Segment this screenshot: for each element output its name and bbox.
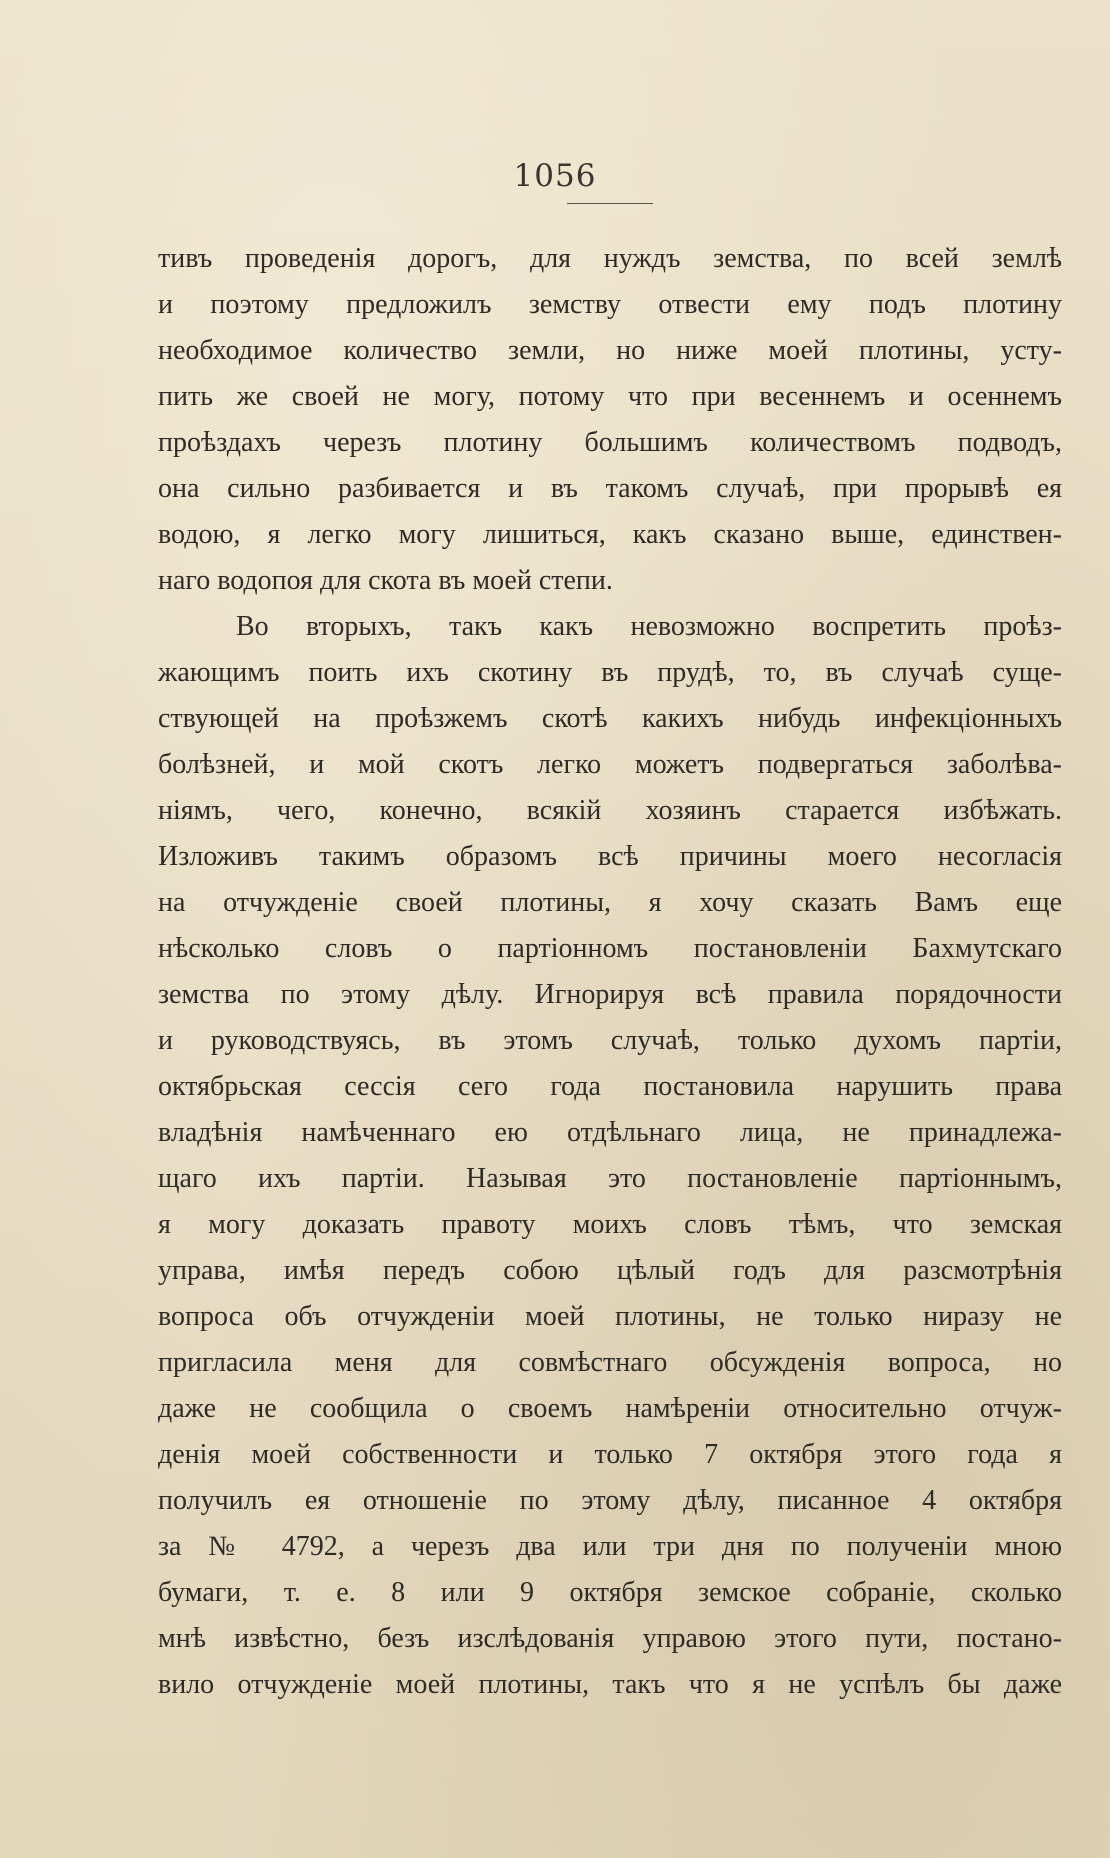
page-number-rule (567, 203, 653, 204)
text-line: необходимое количество земли, но ниже моей плотины, усту- (158, 335, 1062, 366)
text-line: Во вторыхъ, такъ какъ невозможно воспретить проѣз- (236, 611, 1062, 642)
text-line: ніямъ, чего, конечно, всякій хозяинъ старается избѣжать. (158, 795, 1062, 826)
text-line: октябрьская сессія сего года постановила нарушить права (158, 1071, 1062, 1102)
text-line: на отчужденіе своей плотины, я хочу сказать Вамъ еще (158, 887, 1062, 918)
text-line: владѣнія намѣченнаго ею отдѣльнаго лица, не принадлежа- (158, 1117, 1062, 1148)
page-number: 1056 (513, 158, 597, 194)
text-line: денія моей собственности и только 7 октября этого года я (158, 1439, 1062, 1470)
text-line: мнѣ извѣстно, безъ изслѣдованія управою этого пути, постано- (158, 1623, 1062, 1654)
text-line: пригласила меня для совмѣстнаго обсужденія вопроса, но (158, 1347, 1062, 1378)
text-line: пить же своей не могу, потому что при весеннемъ и осеннемъ (158, 381, 1062, 412)
text-line: вило отчужденіе моей плотины, такъ что я не успѣлъ бы даже (158, 1669, 1062, 1700)
text-line: она сильно разбивается и въ такомъ случаѣ, при прорывѣ ея (158, 473, 1062, 504)
text-line: вопроса объ отчужденіи моей плотины, не только ниразу не (158, 1301, 1062, 1332)
text-line: щаго ихъ партіи. Называя это постановленіе партіоннымъ, (158, 1163, 1062, 1194)
text-line: за № 4792, а черезъ два или три дня по полученіи мною (158, 1531, 1062, 1562)
text-line: наго водопоя для скота въ моей степи. (158, 565, 613, 596)
text-line: жающимъ поить ихъ скотину въ прудѣ, то, въ случаѣ суще- (158, 657, 1062, 688)
text-line: болѣзней, и мой скотъ легко можетъ подвергаться заболѣва- (158, 749, 1062, 780)
text-line: я могу доказать правоту моихъ словъ тѣмъ, что земская (158, 1209, 1062, 1240)
text-line: тивъ проведенія дорогъ, для нуждъ земства, по всей землѣ (158, 243, 1062, 274)
text-line: ствующей на проѣзжемъ скотѣ какихъ нибудь инфекціонныхъ (158, 703, 1062, 734)
text-line: Изложивъ такимъ образомъ всѣ причины моего несогласія (158, 841, 1062, 872)
text-line: водою, я легко могу лишиться, какъ сказано выше, единствен- (158, 519, 1062, 550)
text-line: получилъ ея отношеніе по этому дѣлу, писанное 4 октября (158, 1485, 1062, 1516)
text-line: и руководствуясь, въ этомъ случаѣ, только духомъ партіи, (158, 1025, 1062, 1056)
text-line: проѣздахъ черезъ плотину большимъ количествомъ подводъ, (158, 427, 1062, 458)
text-line: даже не сообщила о своемъ намѣреніи относительно отчуж- (158, 1393, 1062, 1424)
text-line: земства по этому дѣлу. Игнорируя всѣ правила порядочности (158, 979, 1062, 1010)
text-line: управа, имѣя передъ собою цѣлый годъ для разсмотрѣнія (158, 1255, 1062, 1286)
text-line: бумаги, т. е. 8 или 9 октября земское собраніе, сколько (158, 1577, 1062, 1608)
text-line: нѣсколько словъ о партіонномъ постановленіи Бахмутскаго (158, 933, 1062, 964)
text-line: и поэтому предложилъ земству отвести ему подъ плотину (158, 289, 1062, 320)
